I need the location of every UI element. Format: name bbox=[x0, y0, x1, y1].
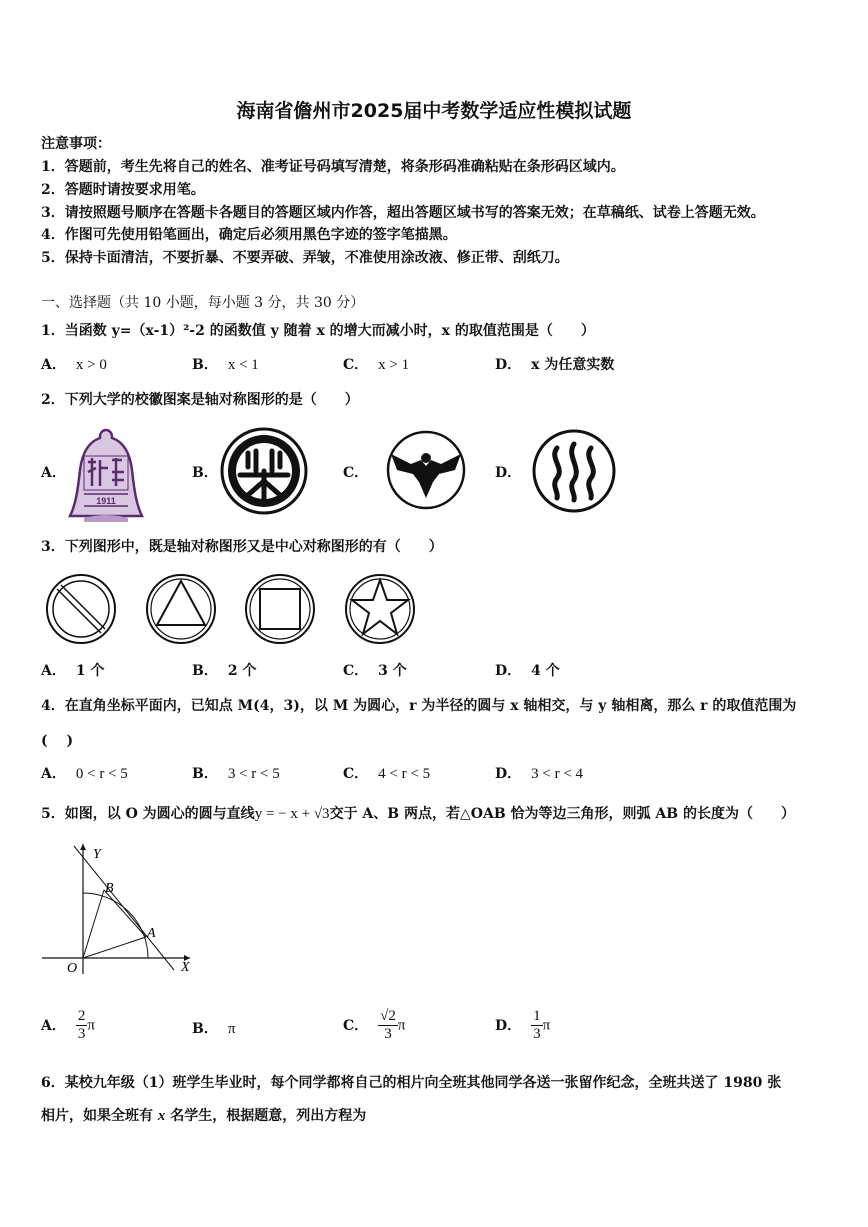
q5-option-d: D． $\frac{1}{3}$ π bbox=[495, 1008, 551, 1042]
q6-stem-line2: 相片，如果全班有 x 名学生，根据题意，列出方程为 bbox=[41, 1108, 367, 1124]
notice-item: 4．作图可先使用铅笔画出，确定后必须用黑色字迹的签字笔描黑。 bbox=[41, 227, 457, 243]
notice-heading: 注意事项： bbox=[41, 136, 111, 152]
q1-option-d: D． x 为任意实数 bbox=[495, 357, 615, 373]
q5-figure bbox=[38, 838, 198, 978]
q2-label-c: C． bbox=[343, 465, 369, 481]
q4-option-c: C． 4 < r < 5 bbox=[343, 766, 431, 782]
bell-badge-image bbox=[66, 428, 146, 524]
circle-slash-figure bbox=[43, 571, 119, 647]
q4-option-b: B． 3 < r < 5 bbox=[192, 766, 280, 782]
figure-label-x: X bbox=[181, 960, 190, 975]
q1-option-c: C． x > 1 bbox=[343, 357, 410, 373]
q5-option-b: B． π bbox=[192, 1021, 236, 1037]
q5-stem: 5．如图，以 O 为圆心的圆与直线y = − x + √3交于 A、B 两点，若△OAB 恰为等边三角形，则弧 AB 的长度为（ ） bbox=[41, 806, 795, 822]
notice-item: 2．答题时请按要求用笔。 bbox=[41, 182, 205, 198]
circle-star-figure bbox=[342, 568, 418, 648]
q6-stem-line1: 6．某校九年级（1）班学生毕业时，每个同学都将自己的相片向全班其他同学各送一张留作纪念，全班共送了 1980 张 bbox=[41, 1075, 782, 1091]
q1-option-a: A． x > 0 bbox=[41, 357, 107, 373]
notice-item: 5．保持卡面清洁，不要折暴、不要弄破、弄皱，不准使用涂改液、修正带、刮纸刀。 bbox=[41, 250, 569, 266]
q4-option-d: D． 3 < r < 4 bbox=[495, 766, 584, 782]
q2-label-a: A． bbox=[41, 465, 66, 481]
q2-stem: 2．下列大学的校徽图案是轴对称图形的是（ ） bbox=[41, 392, 359, 408]
q5-option-a: A． $\frac{2}{3}$ π bbox=[41, 1008, 95, 1042]
circle-triangle-figure bbox=[143, 571, 219, 647]
q3-option-c: C． 3 个 bbox=[343, 663, 407, 679]
notice-item: 1．答题前，考生先将自己的姓名、准考证号码填写清楚，将条形码准确粘贴在条形码区域内。 bbox=[41, 159, 625, 175]
figure-label-b: B bbox=[105, 881, 114, 896]
q4-option-a: A． 0 < r < 5 bbox=[41, 766, 128, 782]
circle-square-figure bbox=[241, 571, 319, 647]
waves-badge-image bbox=[529, 428, 619, 514]
page-title: 海南省儋州市2025届中考数学适应性模拟试题 bbox=[236, 100, 632, 122]
peking-badge-image bbox=[218, 427, 310, 515]
figure-label-o: O bbox=[67, 961, 78, 976]
notice-item: 3．请按照题号顺序在答题卡各题目的答题区域内作答，超出答题区域书写的答案无效；在草稿纸、试卷上答题无效。 bbox=[41, 205, 765, 221]
q2-label-d: D． bbox=[495, 465, 522, 481]
q1-option-b: B． x < 1 bbox=[192, 357, 259, 373]
q3-option-a: A． 1 个 bbox=[41, 663, 105, 679]
q2-label-b: B． bbox=[192, 465, 218, 481]
q1-stem: 1．当函数 y=（x-1）²-2 的函数值 y 随着 x 的增大而减小时，x 的取值范围是（ ） bbox=[41, 323, 595, 339]
q4-stem-line2: ( ) bbox=[41, 733, 74, 749]
q4-stem-line1: 4．在直角坐标平面内，已知点 M(4，3)，以 M 为圆心，r 为半径的圆与 x 轴相交，与 y 轴相离，那么 r 的取值范围为 bbox=[41, 698, 797, 714]
section-heading: 一、选择题（共 10 小题，每小题 3 分，共 30 分） bbox=[41, 295, 365, 311]
figure-label-a: A bbox=[147, 926, 156, 941]
q3-option-d: D． 4 个 bbox=[495, 663, 560, 679]
q5-option-c: C． $\frac{√2}{3}$ π bbox=[343, 1008, 406, 1042]
eagle-badge-image bbox=[381, 430, 471, 510]
figure-label-y: Y bbox=[93, 847, 101, 862]
q3-option-b: B． 2 个 bbox=[192, 663, 257, 679]
q5-equation: y = − x + √3 bbox=[254, 806, 330, 822]
bell-badge-year: 1911 bbox=[96, 496, 116, 506]
q3-stem: 3．下列图形中，既是轴对称图形又是中心对称图形的有（ ） bbox=[41, 539, 443, 555]
